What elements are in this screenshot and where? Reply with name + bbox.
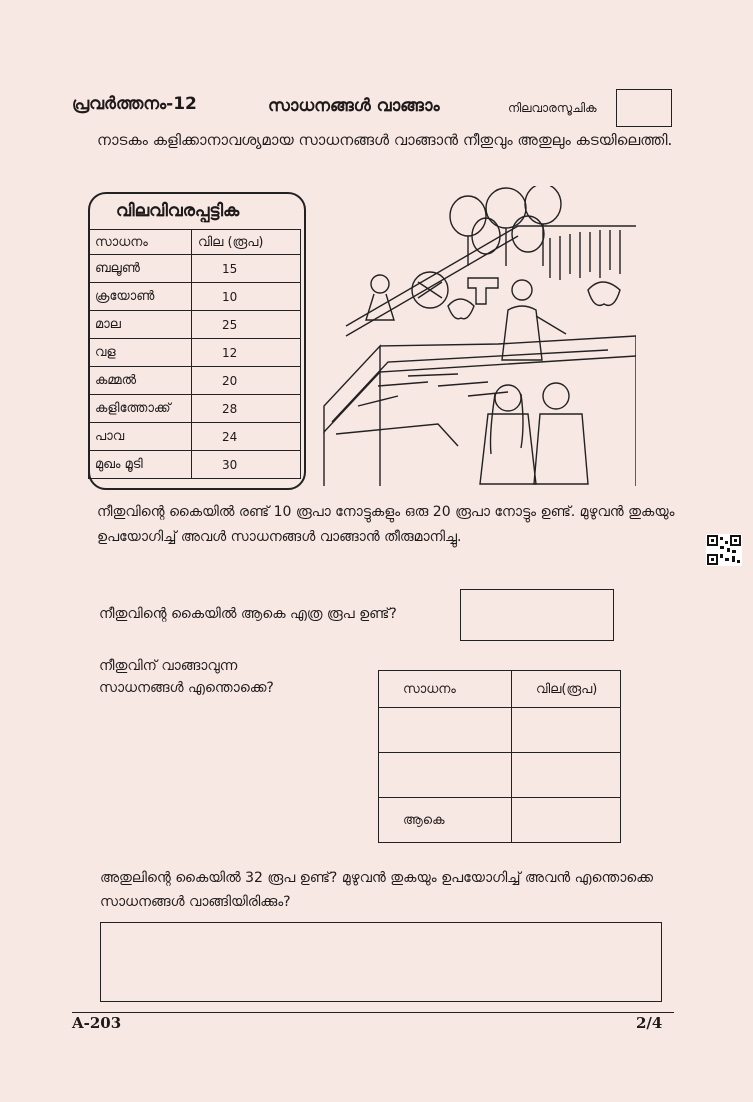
table-row [89, 283, 301, 311]
price-item: ബലൂൺ [89, 255, 192, 283]
price-item: കമ്മൽ [89, 367, 192, 395]
purchase-price-cell[interactable] [512, 753, 621, 798]
price-value: 28 [192, 395, 301, 423]
table-row [89, 255, 301, 283]
price-item: കളിത്തോക്ക് [89, 395, 192, 423]
shop-illustration [318, 186, 636, 492]
table-row [89, 339, 301, 367]
table-row [379, 798, 621, 843]
table-row [89, 367, 301, 395]
purchase-header-price: വില(രൂപ) [512, 671, 621, 708]
intro-text: നാടകം കളിക്കാനാവശ്യമായ സാധനങ്ങൾ വാങ്ങാൻ നീതുവും അതുലും കടയിലെത്തി. [97, 131, 673, 149]
answer-box-1[interactable] [460, 589, 614, 641]
table-row [379, 753, 621, 798]
price-item: മുഖം മൂടി [89, 451, 192, 479]
story-paragraph: നീതുവിന്റെ കൈയിൽ രണ്ട് 10 രൂപാ നോട്ടുകളും ഒരു 20 രൂപാ നോട്ടും ഉണ്ട്. മുഴുവൻ തുകയും ഉപയോഗിച്ച് അവൾ സാധനങ്ങൾ വാങ്ങാൻ തീരുമാനിച്ചു. [97, 504, 675, 545]
price-item: ക്രയോൺ [89, 283, 192, 311]
price-header-price: വില (രൂപ) [192, 230, 301, 255]
footer-divider [72, 1012, 674, 1013]
price-list-title: വിലവിവരപ്പട്ടിക [116, 201, 240, 221]
price-table [88, 229, 301, 479]
purchase-table [378, 670, 621, 843]
price-value: 24 [192, 423, 301, 451]
question-2-line-2: സാധനങ്ങൾ എന്തൊക്കെ? [99, 680, 274, 696]
activity-label: പ്രവർത്തനം-12 [72, 94, 197, 114]
price-value: 15 [192, 255, 301, 283]
price-value: 12 [192, 339, 301, 367]
table-row [89, 451, 301, 479]
table-row [89, 311, 301, 339]
price-value: 30 [192, 451, 301, 479]
price-value: 25 [192, 311, 301, 339]
table-row [89, 423, 301, 451]
price-value: 10 [192, 283, 301, 311]
purchase-item-cell[interactable] [379, 753, 512, 798]
price-item: പാവ [89, 423, 192, 451]
question-2-line-1: നീതുവിന് വാങ്ങാവുന്ന [99, 658, 238, 674]
question-3: അതുലിന്റെ കൈയിൽ 32 രൂപ ഉണ്ട്? മുഴുവൻ തുകയും ഉപയോഗിച്ച് അവൻ എന്തൊക്കെ സാധനങ്ങൾ വാങ്ങിയിരിക്കും? [100, 870, 653, 910]
purchase-total-label: ആകെ [379, 798, 512, 843]
score-box[interactable] [616, 89, 672, 127]
purchase-price-cell[interactable] [512, 708, 621, 753]
price-item: മാല [89, 311, 192, 339]
price-header-item: സാധനം [89, 230, 192, 255]
qr-code-icon [706, 534, 742, 566]
purchase-item-cell[interactable] [379, 708, 512, 753]
table-row [89, 395, 301, 423]
page-number: 2/4 [636, 1014, 663, 1032]
price-value: 20 [192, 367, 301, 395]
price-item: വള [89, 339, 192, 367]
footer-code: A-203 [72, 1014, 122, 1032]
question-1: നീതുവിന്റെ കൈയിൽ ആകെ എത്ര രൂപ ഉണ്ട്? [99, 606, 397, 622]
answer-box-3[interactable] [100, 922, 662, 1002]
score-label: നിലവാരസൂചിക [508, 101, 597, 115]
purchase-total-cell[interactable] [512, 798, 621, 843]
purchase-header-item: സാധനം [379, 671, 512, 708]
worksheet-title: സാധനങ്ങൾ വാങ്ങാം [268, 96, 440, 116]
question-2 [99, 655, 274, 699]
table-row [379, 708, 621, 753]
